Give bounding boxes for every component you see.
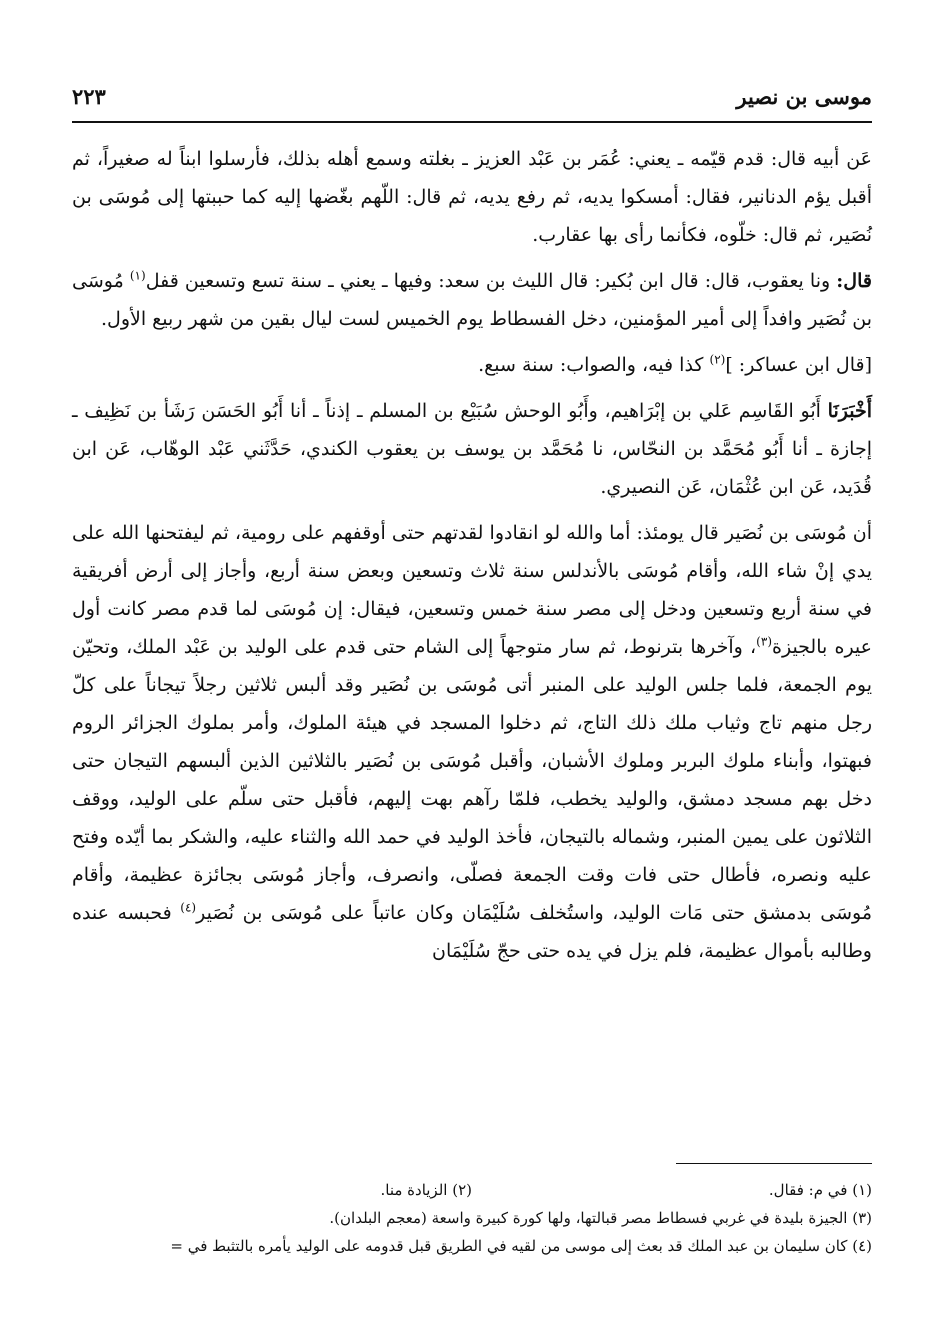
page-number: ٢٢٣ (72, 84, 106, 109)
header-rule (72, 121, 872, 123)
footnote-ref-4[interactable]: (٤) (180, 900, 197, 915)
keyword-akhbarana: أَخْبَرَنَا (827, 400, 872, 422)
running-header (72, 84, 872, 118)
footnote-ref-3[interactable]: (٣) (756, 634, 772, 649)
footnote-4: (٤) كان سليمان بن عبد الملك قد بعث إلى موسى من لقيه في الطريق قبل قدومه على الوليد يأمره بالتثبط في = (170, 1237, 872, 1255)
keyword-qal: قال: (836, 270, 872, 292)
main-text (72, 140, 872, 978)
footnote-ref-2[interactable]: (٢) (709, 352, 726, 367)
footnote-2: (٢) الزيادة منا. (380, 1181, 472, 1199)
paragraph-2: قال: ونا يعقوب، قال: قال ابن بُكير: قال الليث بن سعد: وفيها ـ يعني ـ سنة تسع وتسعين قفل$^{(١)}$ مُوسَى بن نُصَير وافداً إلى أمير المؤمنين، دخل الفسطاط يوم الخميس لست ليال بقين من شهر ربيع الأول. (72, 268, 872, 330)
paragraph-5: أن مُوسَى بن نُصَير قال يومئذ: أما والله لو انقادوا لقدتهم حتى أوقفهم على رومية، ثم ليفتحنها الله على يدي إنْ شاء الله، وأقام مُوسَى بالأندلس سنة ثلاث وتسعين وبعض سنة أربع، وأجاز إلى أرض أفريقية في سنة أربع وتسعين ودخل إلى مصر سنة خمس وتسعين، فيقال: إن مُوسَى لما قدم مصر كانت أول عيره بالجيزة$^{(٣)}$، وآخرها بترنوط، ثم سار متوجهاً إلى الشام حتى قدم على الوليد بن عَبْد الملك، وتحيّن يوم الجمعة، فلما جلس الوليد على المنبر أتى مُوسَى بن نُصَير وقد ألبس ثلاثين رجلاً تيجاناً على كلّ رجل منهم تاج وثياب ملك ذلك التاج، ثم دخلوا المسجد في هيئة الملوك، وأمر بملوك الجزائر الروم فبهتوا، وأبناء ملوك البربر وملوك الأشبان، وأقبل مُوسَى بن نُصَير بالثلاثين الذين ألبسهم التيجان حتى دخل بهم مسجد دمشق، والوليد يخطب، فلمّا رآهم بهت إليهم، فأقبل حتى سلّم على الوليد، ووقف الثلاثون على يمين المنبر، وشماله بالتيجان، فأخذ الوليد في حمد الله والثناء عليه، والشكر بما أيّده وفتح عليه ونصره، فأطال حتى فات وقت الجمعة فصلّى، وانصرف، وأجاز مُوسَى بجائزة عظيمة، وأقام مُوسَى بدمشق حتى مَات الوليد، واستُخلف سُلَيْمَان وكان عاتباً على مُوسَى بن نُصَير$^{(٤)}$ فحبسه عنده وطالبه بأموال عظيمة، فلم يزل في يده حتى حجّ سُلَيْمَان (72, 522, 872, 962)
paragraph-3: [قال ابن عساكر: ]$^{(٢)}$ كذا فيه، والصواب: سنة سبع. (478, 352, 872, 376)
paragraph-1: عَن أبيه قال: قدم قيّمه ـ يعني: عُمَر بن عَبْد العزيز ـ بغلته وسمع أهله بذلك، فأرسلوا ابناً له صغيراً، ثم أقبل يؤم الدنانير، فقال: أمسكوا يديه، ثم رفع يديه، ثم قال: اللّهم بغّضها إليه كما حببتها إلى مُوسَى بن نُصَير، ثم قال: خلّوه، فكأنما رأى بها عقارب. (72, 148, 872, 246)
footnote-rule (676, 1163, 872, 1164)
footnote-row (72, 1204, 872, 1232)
footnote-1: (١) في م: فقال. (768, 1181, 872, 1199)
footnote-row (72, 1176, 872, 1204)
paragraph-4: أَخْبَرَنَا أَبُو القَاسِم عَلي بن إبْرَاهيم، وأَبُو الوحش سُبَيْع بن المسلم ـ إذناً ـ أنا أَبُو الحَسَن رَشَأ بن نَظِيف ـ إجازة ـ أنا أَبُو مُحَمَّد بن النحّاس، نا مُحَمَّد بن يوسف بن يعقوب الكندي، حَدَّثَني عَبْد الوهّاب، عَن ابن قُدَيد، عَن ابن عُثْمَان، عَن النصيري. (72, 400, 872, 498)
header-title: موسى بن نصير (736, 84, 872, 109)
footnotes (72, 1176, 872, 1260)
footnote-row (72, 1232, 872, 1260)
footnote-ref-1[interactable]: (١) (129, 268, 146, 283)
footnote-3: (٣) الجيزة بليدة في غربي فسطاط مصر قبالتها، ولها كورة كبيرة واسعة (معجم البلدان). (329, 1209, 872, 1227)
